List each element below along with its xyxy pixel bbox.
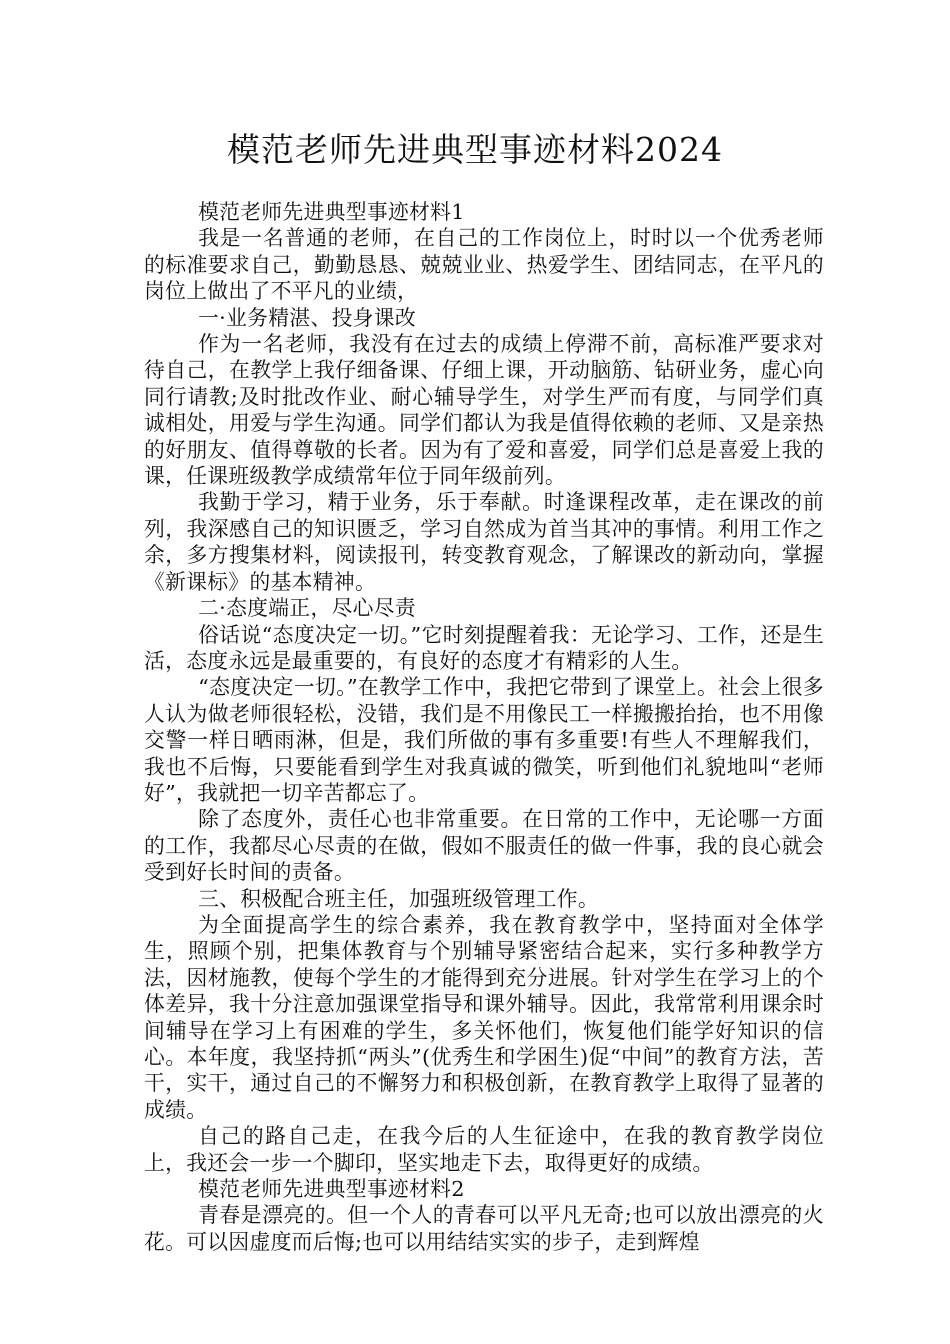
paragraph: 青春是漂亮的。但一个人的青春可以平凡无奇;也可以放出漂亮的火花。可以因虚度而后悔;也可以用结结实实的步子，走到辉煌 [144, 1203, 824, 1254]
subsection-heading: 二·态度端正，尽心尽责 [198, 596, 416, 621]
paragraph: 作为一名老师，我没有在过去的成绩上停滞不前，高标准严要求对待自己，在教学上我仔细备课、仔细上课，开动脑筋、钻研业务，虚心向同行请教;及时批改作业、耐心辅导学生，对学生严而有度，与同学们真诚相处，用爱与学生沟通。同学们都认为我是值得依赖的老师、又是亲热的好朋友、值得尊敬的长者。因为有了爱和喜爱，同学们总是喜爱上我的课，任课班级教学成绩常年位于同年级前列。 [144, 332, 824, 489]
paragraph: 我勤于学习，精于业务，乐于奉献。时逢课程改革，走在课改的前列，我深感自己的知识匮乏，学习自然成为首当其冲的事情。利用工作之余，多方搜集材料，阅读报刊，转变教育观念，了解课改的新动向，掌握《新课标》的基本精神。 [144, 490, 824, 594]
section-heading: 模范老师先进典型事迹材料1 [198, 200, 465, 224]
paragraph: 为全面提高学生的综合素养，我在教育教学中，坚持面对全体学生，照顾个别，把集体教育与个别辅导紧密结合起来，实行多种教学方法，因材施教，使每个学生的才能得到充分进展。针对学生在学习上的个体差异，我十分注意加强课堂指导和课外辅导。因此，我常常利用课余时间辅导在学习上有困难的学生，多关怀他们，恢复他们能学好知识的信心。本年度，我坚持抓“两头”(优秀生和学困生)促“中间”的教育方法，苦干，实干，通过自己的不懈努力和积极创新，在教育教学上取得了显著的成绩。 [144, 912, 824, 1122]
paragraph: “态度决定一切。”在教学工作中，我把它带到了课堂上。社会上很多人认为做老师很轻松，没错，我们是不用像民工一样搬搬抬抬，也不用像交警一样日晒雨淋，但是，我们所做的事有多重要!有些人不理解我们，我也不后悔，只要能看到学生对我真诚的微笑，听到他们礼貌地叫“老师好”，我就把一切辛苦都忘了。 [144, 675, 824, 805]
paragraph: 除了态度外，责任心也非常重要。在日常的工作中，无论哪一方面的工作，我都尽心尽责的在做，假如不服责任的做一件事，我的良心就会受到好长时间的责备。 [144, 807, 824, 885]
paragraph: 俗话说“态度决定一切。”它时刻提醒着我：无论学习、工作，还是生活，态度永远是最重要的，有良好的态度才有精彩的人生。 [144, 622, 824, 673]
paragraph: 我是一名普通的老师，在自己的工作岗位上，时时以一个优秀老师的标准要求自己，勤勤恳恳、兢兢业业、热爱学生、团结同志，在平凡的岗位上做出了不平凡的业绩， [144, 226, 824, 304]
document-body [144, 199, 824, 1255]
subsection-heading: 三、积极配合班主任，加强班级管理工作。 [198, 886, 599, 911]
paragraph: 自己的路自己走，在我今后的人生征途中，在我的教育教学岗位上，我还会一步一个脚印，坚实地走下去，取得更好的成绩。 [144, 1124, 824, 1175]
subsection-heading: 一·业务精湛、投身课改 [198, 305, 416, 330]
section-heading: 模范老师先进典型事迹材料2 [198, 1177, 465, 1202]
document-title: 模范老师先进典型事迹材料2024 [227, 130, 723, 169]
